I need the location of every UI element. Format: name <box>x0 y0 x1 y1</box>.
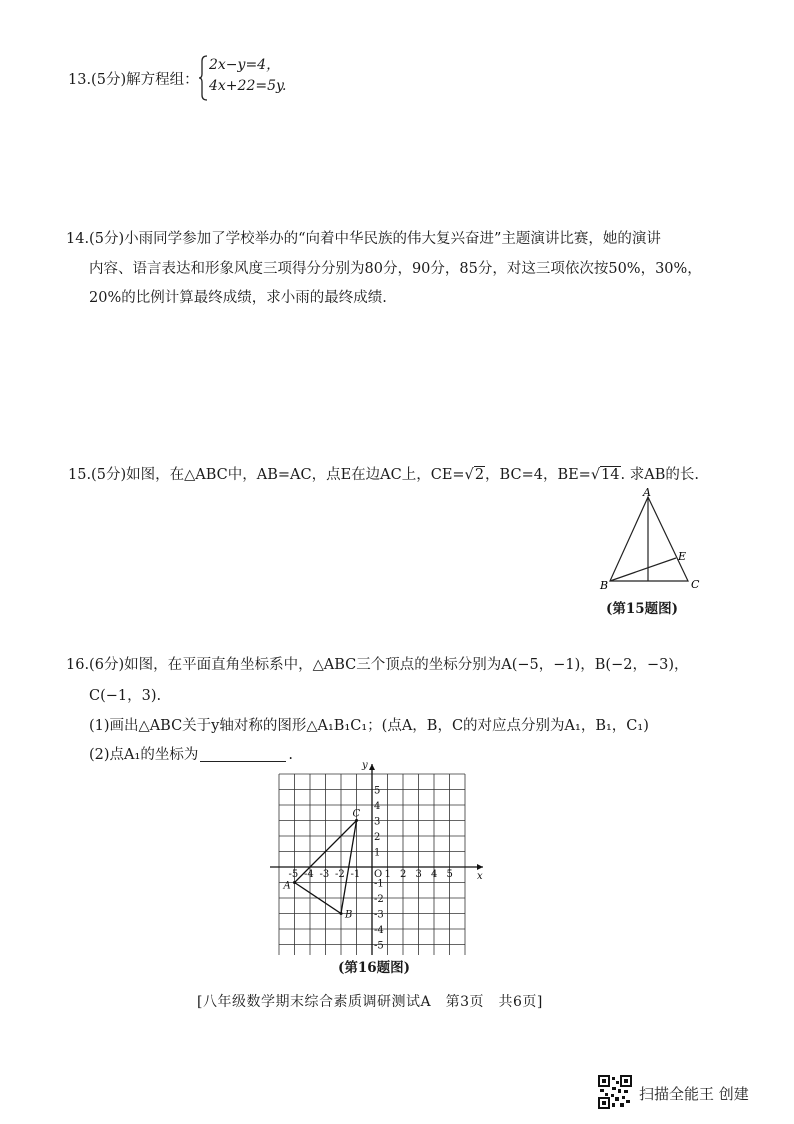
x-axis-arrow-icon <box>477 864 483 870</box>
q15-sqrt-a: 2 <box>474 467 485 483</box>
q14-line3: 20%的比例计算最终成绩，求小雨的最终成绩. <box>89 290 387 306</box>
x-tick-label: 3 <box>415 869 422 880</box>
q15-text-b: ，BC=4，BE=√ <box>485 467 601 483</box>
y-tick-label: -4 <box>374 925 384 936</box>
label-a: A <box>643 486 651 499</box>
q15-text-c: . 求AB的长. <box>620 467 699 483</box>
scanner-watermark: 扫描全能王 创建 <box>639 1085 749 1103</box>
q16-line2: C(−1，3). <box>89 688 162 704</box>
y-tick-label: 1 <box>374 847 381 859</box>
x-tick-label: 4 <box>431 869 438 880</box>
label-e: E <box>678 550 687 563</box>
q16-part2 <box>89 741 293 769</box>
vertex-point <box>340 912 343 915</box>
x-tick-label: 1 <box>384 869 391 880</box>
vertex-point <box>293 881 296 884</box>
tick-labels <box>289 760 484 952</box>
y-tick-label: -3 <box>374 909 384 921</box>
q13-label: 13.(5分)解方程组： <box>68 72 199 88</box>
q16-caption: (第16题图) <box>338 960 411 976</box>
q13-system <box>209 55 287 97</box>
y-tick-label: -1 <box>374 878 384 890</box>
y-tick-label: 3 <box>374 816 381 828</box>
y-tick-label: 4 <box>374 801 381 812</box>
q16-part2-prefix: (2)点A₁的坐标为 <box>89 747 199 763</box>
x-tick-label: -1 <box>350 869 361 880</box>
segment-be <box>610 558 676 581</box>
triangle-abc <box>610 497 688 581</box>
brace-icon <box>198 55 208 101</box>
page-footer: [八年级数学期末综合素质调研测试A 第3页 共6页] <box>197 994 543 1010</box>
q15-sqrt-b: 14 <box>601 467 620 483</box>
qr-code-icon <box>598 1075 632 1113</box>
x-tick-label: 5 <box>446 869 453 880</box>
q16-line1: 16.(6分)如图，在平面直角坐标系中，△ABC三个顶点的坐标分别为A(−5，−1)，B(−2，−3)， <box>66 657 689 673</box>
vertex-label: B <box>345 909 353 921</box>
y-axis-label: y <box>362 760 368 771</box>
q15-caption: (第15题图) <box>606 601 679 617</box>
origin-label: O <box>374 869 383 880</box>
label-c: C <box>691 578 700 591</box>
y-tick-label: 5 <box>374 785 381 797</box>
x-tick-label: 2 <box>400 869 407 880</box>
label-b: B <box>600 579 609 592</box>
x-axis-label: x <box>477 871 483 882</box>
x-tick-label: -4 <box>304 869 314 880</box>
q16-coordinate-grid <box>270 760 490 955</box>
y-tick-label: 2 <box>374 832 381 843</box>
q14-line1: 14.(5分)小雨同学参加了学校举办的“向着中华民族的伟大复兴奋进”主题演讲比赛，她的演讲 <box>66 231 661 247</box>
q16-part1: (1)画出△ABC关于y轴对称的图形△A₁B₁C₁；(点A，B，C的对应点分别为A₁，B₁，C₁) <box>89 718 649 734</box>
y-axis-arrow-icon <box>369 764 375 770</box>
q16-part2-suffix: . <box>288 747 293 763</box>
q15-text-a: 15.(5分)如图，在△ABC中，AB=AC，点E在边AC上，CE=√ <box>68 467 474 483</box>
x-tick-label: -2 <box>335 869 345 880</box>
q13-eq2: 4x+22=5y. <box>209 78 287 94</box>
q14-line2: 内容、语言表达和形象风度三项得分分别为80分，90分，85分，对这三项依次按50%，30%， <box>89 261 702 277</box>
q15-triangle-figure <box>592 484 702 594</box>
x-tick-label: -5 <box>288 869 299 880</box>
vertex-label: C <box>352 808 361 820</box>
y-tick-label: -2 <box>374 894 384 905</box>
y-tick-label: -5 <box>374 940 384 952</box>
x-tick-label: -3 <box>319 869 330 880</box>
q13-eq1: 2x−y=4， <box>209 57 281 73</box>
vertex-label: A <box>283 880 291 892</box>
